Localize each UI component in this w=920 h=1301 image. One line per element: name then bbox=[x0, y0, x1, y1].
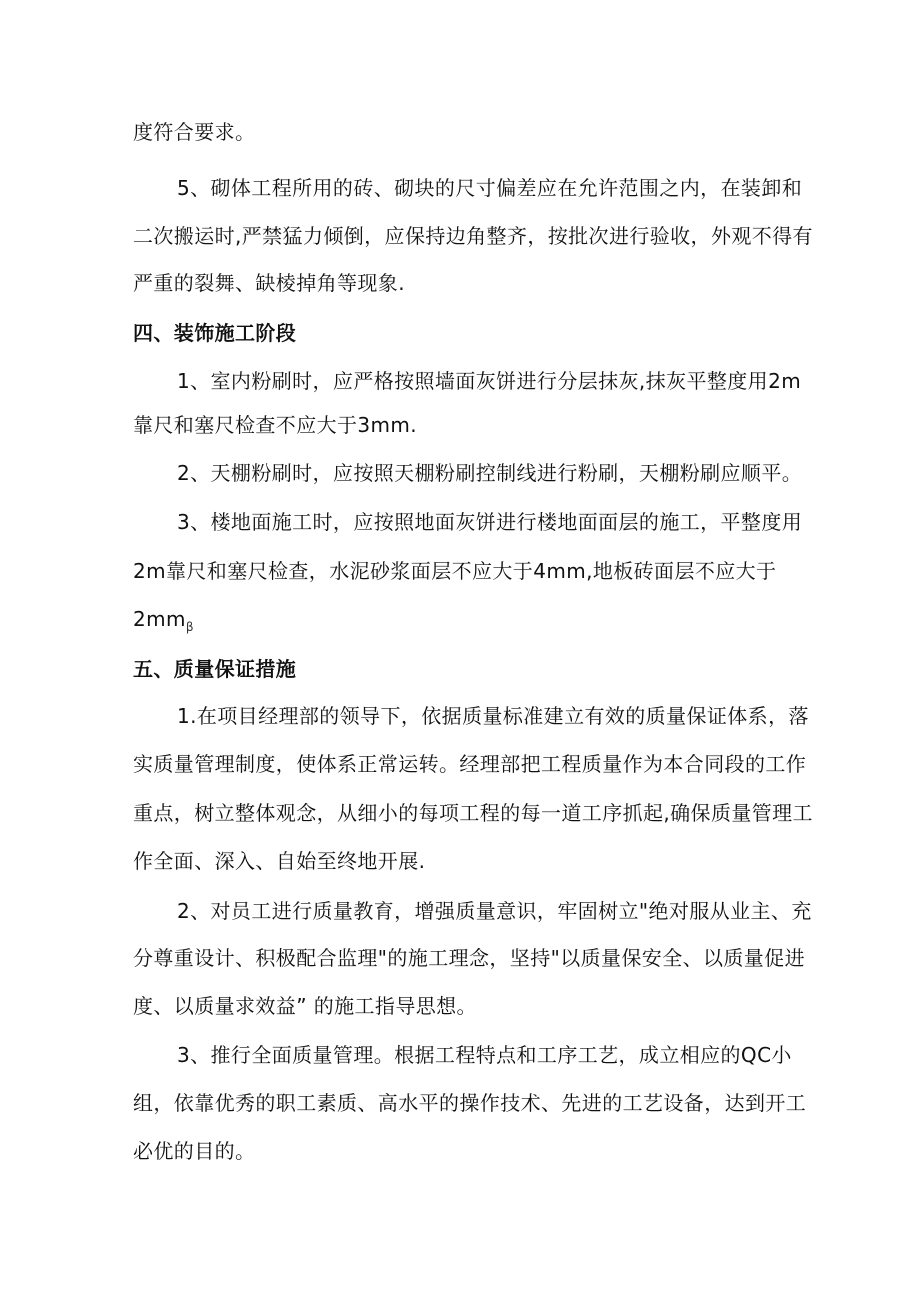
paragraph-line: 1.在项目经理部的领导下，依据质量标准建立有效的质量保证体系，落 bbox=[177, 704, 809, 728]
paragraph-line: 组，依靠优秀的职工素质、高水平的操作技术、先进的工艺设备，达到开工 bbox=[133, 1091, 807, 1115]
paragraph-line: 二次搬运时,严禁猛力倾倒，应保持边角整齐，按批次进行验收，外观不得有 bbox=[133, 224, 813, 248]
paragraph-line: 分尊重设计、积极配合监理"的施工理念，坚持"以质量保安全、以质量促进 bbox=[133, 946, 805, 970]
paragraph-line: 3、推行全面质量管理。根据工程特点和工序工艺，成立相应的QC小 bbox=[177, 1043, 792, 1067]
paragraph-line: 实质量管理制度，使体系正常运转。经理部把工程质量作为本合同段的工作 bbox=[133, 752, 807, 776]
subscript-mark: β bbox=[185, 620, 194, 634]
paragraph-line: 作全面、深入、自始至终地开展. bbox=[133, 849, 426, 873]
paragraph-line: 重点，树立整体观念，从细小的每项工程的每一道工序抓起,确保质量管理工 bbox=[133, 801, 813, 825]
paragraph-line: 靠尺和塞尺检查不应大于3mm. bbox=[133, 413, 418, 437]
paragraph-line bbox=[133, 605, 194, 641]
paragraph-line: 3、楼地面施工时，应按照地面灰饼进行楼地面面层的施工，平整度用 bbox=[177, 510, 803, 534]
paragraph-text: 2mm bbox=[133, 607, 186, 631]
paragraph-line: 必优的目的。 bbox=[133, 1139, 256, 1163]
paragraph-line: 5、砌体工程所用的砖、砌块的尺寸偏差应在允许范围之内，在装卸和 bbox=[177, 176, 803, 200]
paragraph-line: 2m靠尺和塞尺检查，水泥砂浆面层不应大于4mm,地板砖面层不应大于 bbox=[133, 559, 777, 583]
paragraph-line: 严重的裂舞、缺棱掉角等现象. bbox=[133, 271, 405, 295]
paragraph-line: 2、对员工进行质量教育，增强质量意识，牢固树立"绝对服从业主、充 bbox=[177, 899, 812, 923]
paragraph-line: 度、以质量求效益” 的施工指导思想。 bbox=[133, 994, 477, 1018]
paragraph-line: 度符合要求。 bbox=[133, 120, 256, 144]
paragraph-line: 1、室内粉刷时，应严格按照墙面灰饼进行分层抹灰,抹灰平整度用2m bbox=[177, 369, 802, 393]
section-heading: 四、装饰施工阶段 bbox=[133, 321, 297, 345]
section-heading: 五、质量保证措施 bbox=[133, 657, 297, 681]
paragraph-line: 2、天棚粉刷时，应按照天棚粉刷控制线进行粉刷，天棚粉刷应顺平。 bbox=[177, 461, 803, 485]
